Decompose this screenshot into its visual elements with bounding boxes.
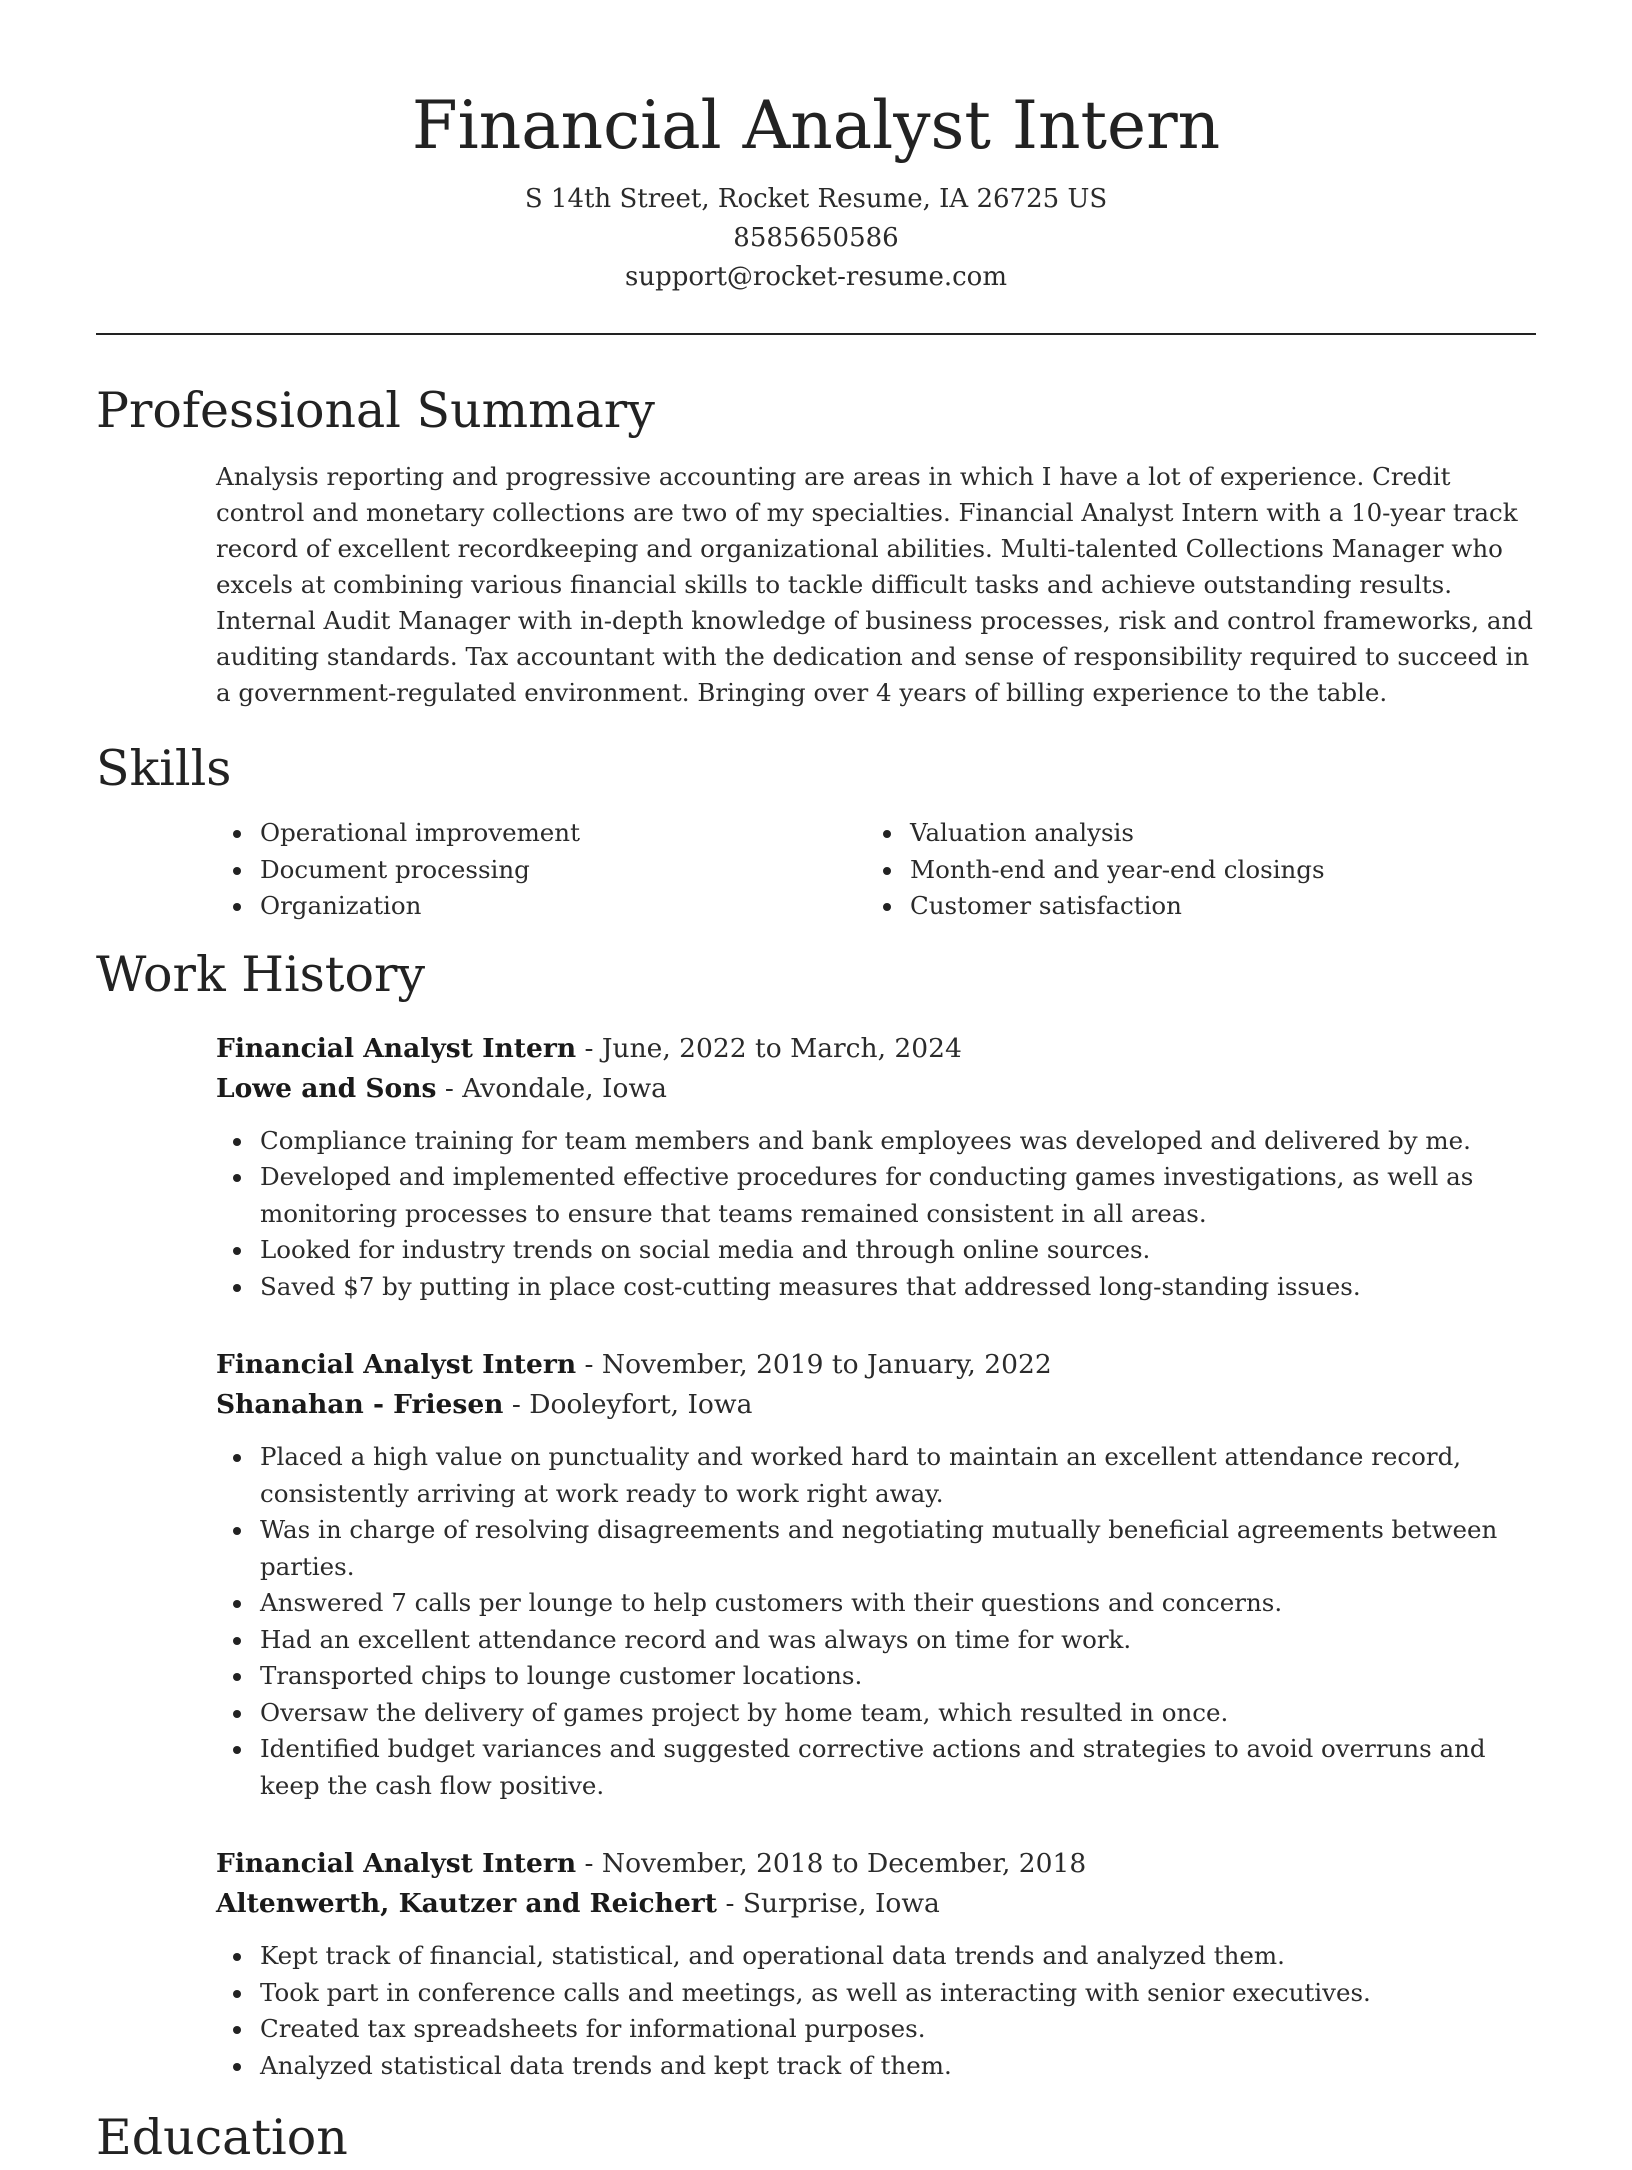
skills-column-right [866,815,1516,925]
job-dates: - June, 2022 to March, 2024 [576,1032,962,1064]
skills-list-right [866,815,1516,925]
work-history-heading: Work History [96,945,426,1003]
job-role: Financial Analyst Intern [216,1349,577,1380]
education-heading: Education [96,2109,348,2166]
email: support@rocket-resume.com [624,262,1007,292]
job-bullet: Placed a high value on punctuality and worked hard to maintain an excellent attendance record, consistently arriving at work ready to work right away. [260,1439,1536,1512]
job-bullet: Took part in conference calls and meetings, as well as interacting with senior executives. [260,1975,1536,2012]
summary-section [96,379,1536,711]
skills-heading: Skills [96,740,232,797]
resume-page [96,0,1536,2170]
job-bullet: Created tax spreadsheets for informational purposes. [260,2011,1536,2048]
job-bullet: Looked for industry trends on social media and through online sources. [260,1232,1536,1269]
job-location: - Avondale, Iowa [436,1072,667,1104]
job-bullet: Saved $7 by putting in place cost-cutting measures that addressed long-standing issues. [260,1269,1536,1306]
job-role: Financial Analyst Intern [216,1848,577,1879]
resume-header [96,82,1536,297]
job-bullet: Analyzed statistical data trends and kept track of them. [260,2048,1536,2085]
job-location: - Surprise, Iowa [717,1888,940,1919]
job-bullet: Answered 7 calls per lounge to help customers with their questions and concerns. [260,1585,1536,1622]
summary-text: Analysis reporting and progressive accounting are areas in which I have a lot of experience. Credit control and monetary collections are two of my specialties. Financial Analyst Intern with a 10-year track record of excellent recordkeeping and organizational abilities. Multi-talented Collections Manager who excels at combining various financial skills to tackle difficult tasks and achieve outstanding results. Internal Audit Manager with in-depth knowledge of business processes, risk and control frameworks, and auditing standards. Tax accountant with the dedication and sense of responsibility required to succeed in a government-regulated environment. Bringing over 4 years of billing experience to the table. [216,462,1533,707]
job-title-line [216,1345,1536,1385]
skill-item: Customer satisfaction [910,888,1516,925]
job-bullets [216,1938,1536,2084]
job-company: Shanahan - Friesen [216,1389,504,1420]
job-company-line [216,1385,1536,1425]
contact-info [96,180,1536,297]
job-company: Altenwerth, Kautzer and Reichert [216,1888,718,1919]
skill-item: Operational improvement [260,815,866,852]
job-location: - Dooleyfort, Iowa [503,1389,753,1420]
job-bullets [216,1439,1536,1804]
job-company-line [216,1069,1536,1109]
job-bullet: Had an excellent attendance record and was always on time for work. [260,1622,1536,1659]
job-bullet: Developed and implemented effective procedures for conducting games investigations, as well as monitoring processes to ensure that teams remained consistent in all areas. [260,1159,1536,1232]
job-title-line [216,1029,1536,1069]
job-entry [216,1345,1536,1804]
job-dates: - November, 2018 to December, 2018 [576,1848,1087,1879]
skills-column-left [216,815,866,925]
job-role: Financial Analyst Intern [216,1032,577,1064]
skill-item: Document processing [260,852,866,889]
job-company: Lowe and Sons [216,1072,437,1104]
skills-grid [216,815,1536,925]
skill-item: Organization [260,888,866,925]
job-company-line [216,1884,1536,1924]
header-divider [96,333,1536,335]
skills-list-left [216,815,866,925]
job-bullet: Transported chips to lounge customer locations. [260,1658,1536,1695]
job-bullets [216,1123,1536,1306]
education-section [96,2106,1536,2170]
job-bullet: Kept track of financial, statistical, and operational data trends and analyzed them. [260,1938,1536,1975]
job-dates: - November, 2019 to January, 2022 [576,1349,1052,1380]
summary-heading: Professional Summary [96,382,655,439]
work-history-section [96,943,1536,2085]
job-title-line [216,1844,1536,1884]
job-entry [216,1844,1536,2084]
skill-item: Month-end and year-end closings [910,852,1516,889]
job-bullet: Oversaw the delivery of games project by home team, which resulted in once. [260,1695,1536,1732]
job-bullet: Identified budget variances and suggested corrective actions and strategies to avoid overruns and keep the cash flow positive. [260,1731,1536,1804]
candidate-name: Financial Analyst Intern [411,87,1221,164]
skill-item: Valuation analysis [910,815,1516,852]
job-entry [216,1029,1536,1306]
job-bullet: Was in charge of resolving disagreements and negotiating mutually beneficial agreements between parties. [260,1512,1536,1585]
address: S 14th Street, Rocket Resume, IA 26725 US [524,184,1108,214]
phone: 8585650586 [733,223,899,253]
skills-section [96,737,1536,925]
job-bullet: Compliance training for team members and bank employees was developed and delivered by me. [260,1123,1536,1160]
